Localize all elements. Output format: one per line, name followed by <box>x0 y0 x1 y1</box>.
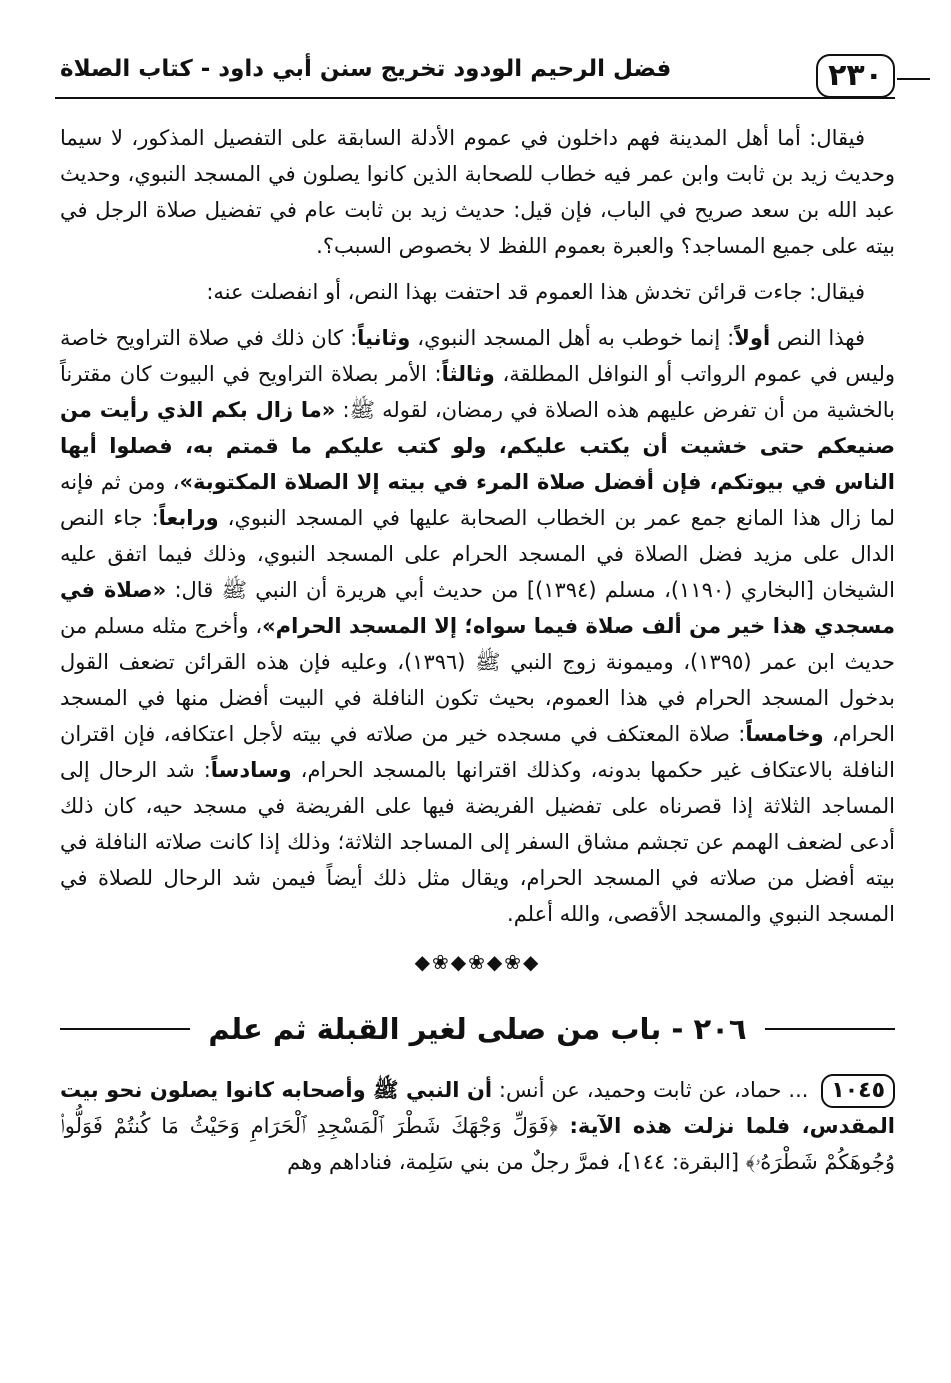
page <box>60 40 895 1360</box>
hadith-block <box>60 1072 895 1180</box>
quran-verse: ﴿فَوَلِّ وَجْهَكَ شَطْرَ ٱلْمَسْجِدِ ٱلْحَرَامِ وَحَيْثُ مَا كُنتُمْ فَوَلُّوا۟ وُجُوهَكُمْ شَطْرَهُۥ﴾ <box>60 1114 895 1174</box>
bold-marker: أولاً <box>734 326 771 350</box>
paragraph-2: فيقال: جاءت قرائن تخدش هذا العموم قد احتفت بهذا النص، أو انفصلت عنه: <box>206 280 865 304</box>
text-run: : كان ذلك في صلاة التراويح خاصة وليس في عموم الرواتب أو النوافل المطلقة، <box>60 326 895 386</box>
header-rule-right <box>897 78 930 80</box>
bold-marker: وثانياً <box>357 326 411 350</box>
body-text <box>60 120 895 1180</box>
text-run: ... حماد، عن ثابت وحميد، عن أنس: <box>492 1078 816 1102</box>
bold-marker: ورابعاً <box>158 506 219 530</box>
chapter-heading <box>60 1006 895 1052</box>
text-run: فهذا النص <box>770 326 865 350</box>
paragraph-3 <box>60 320 895 932</box>
chapter-title: ٢٠٦ - باب من صلى لغير القبلة ثم علم <box>194 1006 760 1052</box>
text-run: : صلاة المعتكف في مسجده خير من صلاته في بيته لأجل اعتكافه، فإن اقتران النافلة بالاعتكاف غير حكمها بدونه، وكذلك اقترانها بالمسجد الحرام، <box>60 722 895 782</box>
paragraph-1: فيقال: أما أهل المدينة فهم داخلون في عموم الأدلة السابقة على التفصيل المذكور، لا سيما وحديث زيد بن ثابت وابن عمر فيه خطاب للصحابة الذين كانوا يصلون في المسجد النبوي، وحديث عبد الله بن سعد صريح في الباب، فإن قيل: حديث زيد بن ثابت عام في تفضيل صلاة الرجل في بيته على جميع المساجد؟ والعبرة بعموم اللفظ لا بخصوص السبب؟. <box>60 126 895 258</box>
ornament-right-icon <box>765 1028 895 1030</box>
bold-text: أن النبي ﷺ وأصحابه كانوا يصلون نحو بيت المقدس، فلما نزلت هذه الآية: <box>60 1078 895 1138</box>
text-run: : جاء النص الدال على مزيد فضل الصلاة في المسجد الحرام على المسجد النبوي، وذلك فيما اتفق عليه الشيخان [البخاري (١١٩٠)، مسلم (١٣٩٤)] من حديث أبي هريرة أن النبي ﷺ قال: <box>60 506 895 602</box>
ornamental-divider: ◆❀◆❀◆❀◆ <box>414 950 541 974</box>
text-run: [البقرة: ١٤٤]، فمرَّ رجلٌ من بني سَلِمة، فناداهم وهم <box>287 1150 746 1174</box>
hadith-text <box>60 1072 895 1180</box>
text-run: ، ومن ثم فإنه لما زال هذا المانع جمع عمر بن الخطاب الصحابة عليها في المسجد النبوي، <box>60 470 895 530</box>
hadith-quote: «صلاة في مسجدي هذا خير من ألف صلاة فيما سواه؛ إلا المسجد الحرام» <box>60 578 895 638</box>
hadith-number: ١٠٤٥ <box>821 1074 895 1108</box>
text-run: ، وأخرج مثله مسلم من حديث ابن عمر (١٣٩٥)، وميمونة زوج النبي ﷺ (١٣٩٦)، وعليه فإن هذه القرائن تضعف القول بدخول المسجد الحرام في هذا العموم، بحيث تكون النافلة في البيت أفضل منها في المسجد الحرام، <box>60 614 895 746</box>
text-run: : شد الرحال إلى المساجد الثلاثة إذا قصرناه على تفضيل الفريضة فيها على الفريضة في مسجد حيه، كان ذلك أدعى لضعف الهمم عن تجشم مشاق السفر إلى المساجد الثلاثة؛ وذلك إذا كانت صلاته النافلة في بيته أفضل من صلاته في المسجد الحرام، ويقال مثل ذلك أيضاً فيمن شد الرحال للصلاة في المسجد النبوي والمسجد الأقصى، والله أعلم. <box>60 758 895 926</box>
hadith-quote: «ما زال بكم الذي رأيت من صنيعكم حتى خشيت أن يكتب عليكم، ولو كتب عليكم ما قمتم به، فصلوا أيها الناس في بيوتكم، فإن أفضل صلاة المرء في بيته إلا الصلاة المكتوبة» <box>60 398 895 494</box>
bold-marker: وخامساً <box>745 722 824 746</box>
text-run: : الأمر بصلاة التراويح في البيوت كان مقترناً بالخشية من أن تفرض عليهم هذه الصلاة في رمضان، لقوله ﷺ: <box>60 362 895 422</box>
page-header <box>60 40 895 102</box>
running-title: فضل الرحيم الودود تخريج سنن أبي داود - كتاب الصلاة <box>60 56 672 82</box>
bold-marker: وسادساً <box>210 758 292 782</box>
ornament-left-icon <box>60 1028 190 1030</box>
header-rule <box>55 97 895 99</box>
page-number: ٢٣٠ <box>816 54 895 98</box>
bold-marker: وثالثاً <box>441 362 495 386</box>
text-run: : إنما خوطب به أهل المسجد النبوي، <box>410 326 735 350</box>
